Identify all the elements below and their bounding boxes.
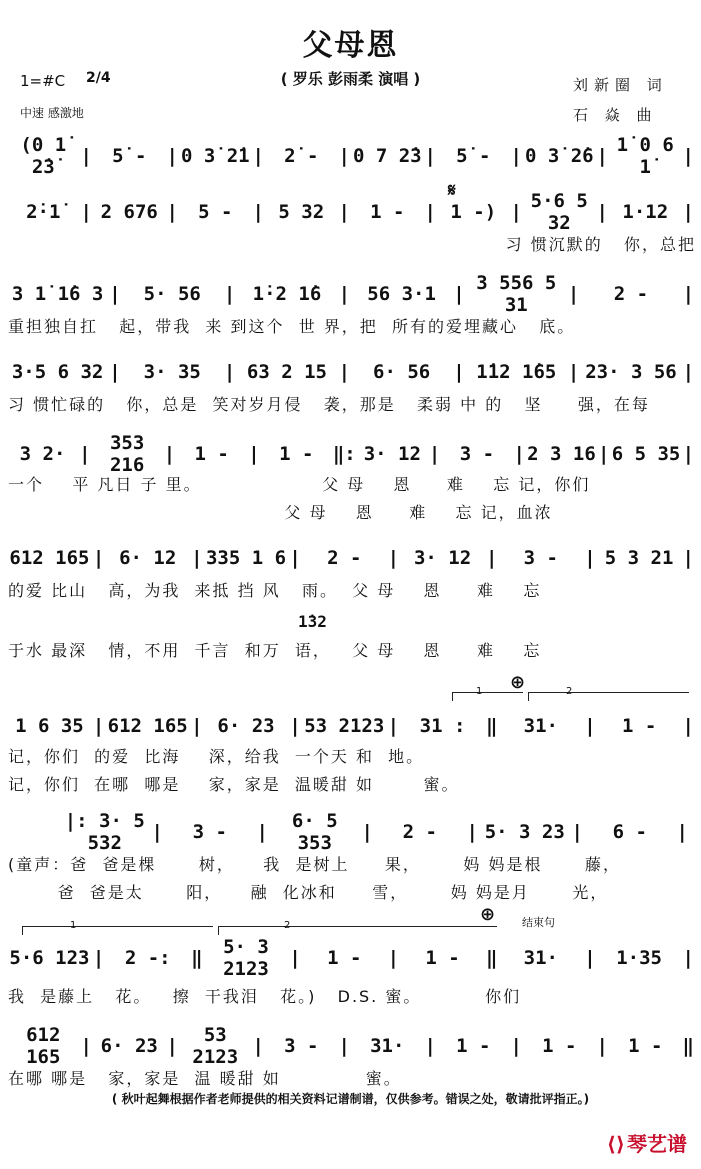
logo-icon: ⟨⟩ — [606, 1132, 625, 1156]
lyric-line: 爸 爸是太 阳， 融 化冰和 雪， 妈 妈是月 光， — [8, 883, 609, 902]
measure: 612 165 — [107, 715, 188, 737]
measure: 3 - — [192, 821, 227, 843]
coda-sign: ⊕ — [510, 672, 526, 693]
score-system-2: 2̇·1̇ | 2 676 | 5 - | 5 32 | 1 - | 1 -) | 5·6 5 32 | 1·12 | — [8, 194, 696, 230]
measure: 6· 56 — [373, 361, 431, 383]
measure: 2 -: — [124, 947, 171, 969]
measure: 6· 12 — [119, 547, 177, 569]
measure: 31· — [523, 947, 558, 969]
measure: 5̇ - — [112, 145, 147, 167]
performers: ( 罗乐 彭雨柔 演唱 ) — [280, 70, 421, 88]
measure: 3· 35 — [143, 361, 201, 383]
measure: 3 1̇ 1̇6 3 — [11, 283, 104, 305]
measure: 3 - — [523, 547, 558, 569]
measure: 6· 5 353 — [291, 810, 338, 854]
measure: 1 - — [456, 1035, 491, 1057]
measure: 1 - — [542, 1035, 577, 1057]
measure: 3· 12 — [413, 547, 472, 569]
lyric-line: 的爱 比山 高，为我 来抵 挡 风 雨。 父 母 恩 难 忘 — [8, 581, 542, 600]
measure: 5·6 5 32 — [530, 190, 588, 234]
key-signature: 1=#C — [20, 72, 66, 90]
measure: 1 - — [370, 201, 405, 223]
score-system-8: |: 3· 5 532 | 3 - | 6· 5 353 | 2 - | 5· 3 23 | 6 - | — [60, 814, 690, 850]
measure: 2 - — [613, 283, 649, 305]
measure: 2 676 — [100, 201, 158, 223]
measure: 31· — [523, 715, 558, 737]
measure: 53 2123 — [304, 715, 385, 737]
score-system-9: 5·6 123 | 2 -: ‖ 5· 3 2123 | 1 - | 1 - ‖ 31· | 1·35 | — [9, 936, 694, 980]
measure: 5 3 21 — [604, 547, 674, 569]
volta-number-2b: 2 — [284, 920, 291, 931]
measure: 1 -) — [450, 201, 497, 223]
coda-sign-2: ⊕ — [480, 904, 496, 925]
measure: 1·12 — [622, 201, 669, 223]
measure: 1 - — [194, 443, 229, 465]
measure: 1·35 — [616, 947, 662, 969]
lyricist-credit: 刘新圈 词 — [573, 76, 668, 94]
score-system-4: 3·5 6 32 | 3· 35 | 63 2 15 | 6· 56 | 1̇12 1̇65 | 23· 3 56 | — [8, 354, 696, 390]
measure: 2 3 16 — [527, 443, 596, 465]
measure: 353 216 — [109, 432, 145, 476]
measure: 5· 56 — [143, 283, 201, 305]
measure: 5· 3 2123 — [223, 936, 269, 980]
measure: 56 3·1 — [367, 283, 436, 305]
site-logo[interactable] — [607, 1128, 687, 1157]
measure: 6· 23 — [217, 715, 275, 737]
lyric-line: 习 惯忙碌的 你，总是 笑对岁月侵 袭，那是 柔弱 中 的 坚 强，在每 — [8, 395, 650, 414]
measure: 3·5 6 32 — [11, 361, 104, 383]
alternate-melody: 1̇32 — [298, 612, 327, 631]
measure: 6 5 35 — [611, 443, 681, 465]
volta-number-1: 1 — [476, 686, 483, 697]
measure: 2̇ - — [284, 145, 319, 167]
score-system-10: 612 165 | 6· 23 | 53 2123 | 3 - | 31· | 1 - | 1 - | 1 - ‖ — [8, 1028, 696, 1064]
measure: 0 3̇ 2̇1̇ — [180, 145, 250, 167]
measure: 1 - — [621, 715, 657, 737]
measure: 612 165 — [26, 1024, 61, 1068]
measure: 3 556 5 31 — [476, 272, 557, 316]
measure: 1 - — [425, 947, 460, 969]
volta-bracket-1b — [22, 926, 213, 935]
time-signature: 2/4 — [86, 70, 111, 86]
volta-bracket-2 — [528, 692, 689, 701]
lyric-line: (童声：爸 爸是棵 树， 我 是树上 果， 妈 妈是根 藤， — [8, 855, 621, 874]
measure: 23· 3 56 — [585, 361, 677, 383]
measure: 3 - — [459, 443, 495, 465]
measure: 63 2 15 — [246, 361, 327, 383]
lyric-line: 重担独自扛 起，带我 来 到这个 世 界，把 所有的爱埋藏心 底。 — [8, 317, 576, 336]
measure: 612 165 — [9, 547, 90, 569]
measure: 31 : — [419, 715, 466, 737]
lyric-line: 一个 平 凡日 子 里。 父 母 恩 难 忘 记，你们 — [8, 475, 591, 494]
score-system-1: (0 1̇ 2̇3̇ | 5̇ - | 0 3̇ 2̇1̇ | 2̇ - | 0 7 2̇3̇ | 5̇ - | 0 3̇ 2̇6 | 1̇ 0 6 1̇ | — [8, 138, 696, 174]
measure: 2 - — [402, 821, 437, 843]
measure: 0 7 2̇3̇ — [352, 145, 422, 167]
measure: 2̇·1̇ — [26, 201, 61, 223]
measure: 1̇12 1̇65 — [476, 361, 557, 383]
score-system-5: 3 2· | 353 216 | 1 - | 1 - ‖: 3· 12 | 3 - | 2 3 16 | 6 5 35 | — [8, 436, 696, 472]
measure: 6 - — [612, 821, 647, 843]
lyric-line: 父 母 恩 难 忘 记，血浓 — [8, 503, 553, 522]
measure: 335 1 6 — [205, 547, 287, 569]
score-system-7: 1 6 35 | 612 165 | 6· 23 | 53 2123 | 31 : ‖ 31· | 1 - | — [8, 708, 696, 744]
volta-bracket-1 — [452, 692, 523, 701]
measure: 1̇ 0 6 1̇ — [616, 134, 674, 178]
measure: 5· 3 23 — [484, 821, 565, 843]
measure: 3 - — [284, 1035, 319, 1057]
lyric-line: 于水 最深 情，不用 千言 和万 语， 父 母 恩 难 忘 — [8, 641, 542, 660]
logo-text: 琴艺谱 — [627, 1132, 687, 1156]
score-system-6: 612 165 | 6· 12 | 335 1 6 | 2 - | 3· 12 | 3 - | 5 3 21 | — [9, 547, 694, 569]
song-title: 父母恩 — [302, 28, 399, 63]
volta-number-2: 2 — [566, 686, 573, 697]
measure: 1̇·2 1̇6 — [252, 283, 322, 305]
measure: |: 3· 5 532 — [64, 810, 145, 854]
lyric-line: 记，你们 在哪 哪是 家，家是 温暖甜 如 蜜。 — [8, 775, 460, 794]
measure: 1 - — [628, 1035, 663, 1057]
volta-bracket-2b — [218, 926, 497, 935]
measure: 6· 23 — [100, 1035, 158, 1057]
segno-sign: 𝄋 — [448, 180, 456, 201]
measure: 3 2· — [19, 443, 66, 465]
measure: 3· 12 — [363, 443, 421, 465]
measure: 2 - — [327, 547, 362, 569]
measure: 1 6 35 — [15, 715, 84, 737]
measure: 5·6 123 — [9, 947, 90, 969]
measure: 5 - — [198, 201, 233, 223]
ending-label: 结束句 — [522, 916, 555, 929]
measure: 31· — [370, 1035, 405, 1057]
lyric-line: 习 惯沉默的 你，总把 — [505, 235, 696, 254]
lyric-line: 在哪 哪是 家，家是 温 暖甜 如 蜜。 — [8, 1069, 402, 1088]
lyric-line: 记，你们 的爱 比海 深，给我 一个天 和 地。 — [8, 747, 425, 766]
measure: 53 2123 — [192, 1024, 239, 1068]
footer-note: ( 秋叶起舞根据作者老师提供的相关资料记谱制谱，仅供参考。错误之处，敬请批评指正。) — [111, 1092, 590, 1106]
lyric-line: 我 是藤上 花。 擦 干我泪 花。) D.S. 蜜。 你们 — [8, 987, 522, 1006]
measure: 1 - — [279, 443, 314, 465]
measure: 5 32 — [278, 201, 325, 223]
tempo-mark: 中速 感激地 — [20, 106, 84, 120]
score-system-3: 3 1̇ 1̇6 3 | 5· 56 | 1̇·2 1̇6 | 56 3·1 | 3 556 5 31 | 2 - | — [8, 276, 696, 312]
measure: 5̇ - — [456, 145, 491, 167]
measure: 0 3̇ 2̇6 — [524, 145, 594, 167]
volta-number-1b: 1 — [70, 920, 77, 931]
measure: (0 1̇ 2̇3̇ — [20, 134, 67, 178]
composer-credit: 石 焱 曲 — [573, 106, 658, 124]
measure: 1 - — [327, 947, 362, 969]
